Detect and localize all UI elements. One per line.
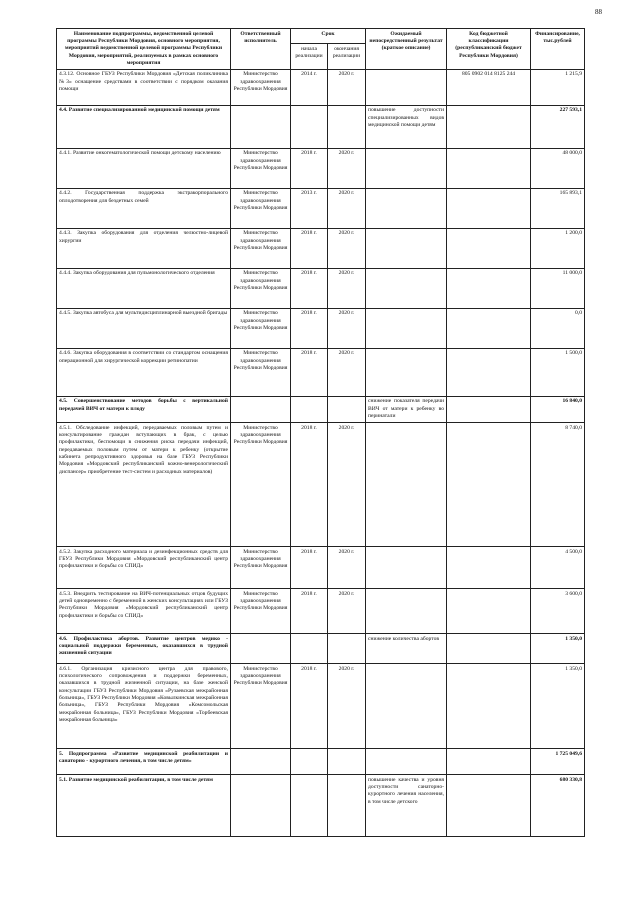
row-end-cell: 2020 г.: [328, 664, 366, 749]
row-executor-cell: Министерство здравоохранения Республики Мордовия: [231, 148, 291, 188]
table-row: [57, 105, 585, 148]
row-executor-cell: Министерство здравоохранения Республики Мордовия: [231, 308, 291, 348]
header-name: Наименование подпрограммы, ведомственной целевой программы Республики Мордовия, основного мероприятия, мероприятий ведомственной целевой программы Республики Мордовия, мероприятий, реализуемых в рамках основного мероприятия: [57, 29, 231, 70]
row-budget-code-cell: [447, 634, 531, 664]
row-name-cell: 5.1. Развитие медицинской реабилитации, в том числе детям: [57, 775, 231, 837]
row-start-cell: 2018 г.: [291, 664, 328, 749]
header-budget-code: Код бюджетной классификации (республиканский бюджет Республики Мордовия): [447, 29, 531, 70]
row-executor-cell: [231, 396, 291, 422]
row-name-cell: 4.5.3. Внедрить тестирование на ВИЧ-потенциальных отцов будущих детей одновременно с беременной в женских консультациях или ГБУЗ Республики Мордовия «Мордовский республиканский центр профилактики и борьбы со СПИД»: [57, 589, 231, 634]
row-budget-code-cell: 805 0902 014 8125 244: [447, 69, 531, 105]
row-finance-cell: 165 893,1: [531, 188, 585, 228]
row-budget-code-cell: [447, 589, 531, 634]
row-end-cell: [328, 396, 366, 422]
row-start-cell: [291, 775, 328, 837]
row-budget-code-cell: [447, 188, 531, 228]
row-end-cell: 2020 г.: [328, 69, 366, 105]
table-row: [57, 589, 585, 634]
row-name-cell: 4.4.6. Закупка оборудования в соответствии со стандартом оснащения операционной для хирургической коррекции ретинопатии: [57, 348, 231, 396]
row-result-cell: [366, 308, 447, 348]
table-row: [57, 148, 585, 188]
row-finance-cell: 4 500,0: [531, 547, 585, 589]
row-result-cell: [366, 69, 447, 105]
program-table: [56, 28, 585, 837]
row-finance-cell: 680 330,8: [531, 775, 585, 837]
row-end-cell: [328, 775, 366, 837]
row-budget-code-cell: [447, 423, 531, 547]
row-budget-code-cell: [447, 348, 531, 396]
row-budget-code-cell: [447, 664, 531, 749]
row-start-cell: 2018 г.: [291, 348, 328, 396]
row-name-cell: 4.4.5. Закупка автобуса для мультидисциплинарной выездной бригады: [57, 308, 231, 348]
table-row: [57, 775, 585, 837]
row-budget-code-cell: [447, 308, 531, 348]
row-start-cell: 2018 г.: [291, 148, 328, 188]
row-finance-cell: 8 740,0: [531, 423, 585, 547]
table-row: [57, 423, 585, 547]
row-end-cell: 2020 г.: [328, 188, 366, 228]
row-finance-cell: 1 500,0: [531, 348, 585, 396]
row-start-cell: 2018 г.: [291, 308, 328, 348]
row-budget-code-cell: [447, 268, 531, 308]
row-name-cell: 4.3.12. Основное ГБУЗ Республики Мордовия «Детская поликлиника №3» оснащение средствами в соответствии с порядком оказания помощи: [57, 69, 231, 105]
row-budget-code-cell: [447, 148, 531, 188]
row-executor-cell: [231, 749, 291, 775]
table-row: [57, 188, 585, 228]
row-executor-cell: [231, 634, 291, 664]
row-start-cell: 2018 г.: [291, 268, 328, 308]
row-executor-cell: Министерство здравоохранения Республики Мордовия: [231, 664, 291, 749]
row-budget-code-cell: [447, 105, 531, 148]
row-executor-cell: Министерство здравоохранения Республики Мордовия: [231, 268, 291, 308]
row-end-cell: 2020 г.: [328, 348, 366, 396]
row-name-cell: 4.4. Развитие специализированной медицинской помощи детям: [57, 105, 231, 148]
row-name-cell: 4.4.1. Развитие онкогематологической помощи детскому населению: [57, 148, 231, 188]
row-budget-code-cell: [447, 749, 531, 775]
row-budget-code-cell: [447, 775, 531, 837]
row-finance-cell: 3 600,0: [531, 589, 585, 634]
table-row: [57, 634, 585, 664]
table-row: [57, 69, 585, 105]
row-finance-cell: 48 000,0: [531, 148, 585, 188]
table-row: [57, 228, 585, 268]
row-end-cell: 2020 г.: [328, 268, 366, 308]
row-finance-cell: 227 593,1: [531, 105, 585, 148]
row-start-cell: 2018 г.: [291, 589, 328, 634]
row-start-cell: [291, 105, 328, 148]
row-budget-code-cell: [447, 396, 531, 422]
row-result-cell: [366, 268, 447, 308]
row-executor-cell: Министерство здравоохранения Республики Мордовия: [231, 69, 291, 105]
row-result-cell: [366, 664, 447, 749]
row-result-cell: [366, 547, 447, 589]
row-result-cell: [366, 188, 447, 228]
row-finance-cell: 1 725 049,6: [531, 749, 585, 775]
header-term-start: начала реализации: [291, 44, 328, 69]
row-end-cell: [328, 105, 366, 148]
row-finance-cell: 1 215,9: [531, 69, 585, 105]
row-start-cell: [291, 396, 328, 422]
row-end-cell: 2020 г.: [328, 148, 366, 188]
row-name-cell: 4.5.2. Закупка расходного материала и дезинфекционных средств для ГБУЗ Республики Мордовия «Мордовский республиканский центр профилактики и борьбы со СПИД»: [57, 547, 231, 589]
row-result-cell: [366, 423, 447, 547]
row-result-cell: снижение показателя передачи ВИЧ от матери к ребенку во перинатали: [366, 396, 447, 422]
row-start-cell: [291, 634, 328, 664]
row-finance-cell: 1 200,0: [531, 228, 585, 268]
row-budget-code-cell: [447, 547, 531, 589]
row-executor-cell: Министерство здравоохранения Республики Мордовия: [231, 547, 291, 589]
row-result-cell: повышение качества и уровня доступности санаторно-курортного лечения населения, в том числе детского: [366, 775, 447, 837]
row-executor-cell: Министерство здравоохранения Республики Мордовия: [231, 188, 291, 228]
table-header: [57, 29, 585, 70]
row-budget-code-cell: [447, 228, 531, 268]
table-row: [57, 268, 585, 308]
row-name-cell: 4.6.1. Организация кризисного центра для правового, психологического сопровождения и поддержки беременных, оказавшихся в трудной жизненной ситуации, на базе женской консультации ГБУЗ Республики Мордовия «Рузаевская межрайонная больница», ГБУЗ Республики Мордовия «Ковылкинская межрайонная больница», ГБУЗ Республики Мордовия «Комсомольская межрайонная больница», ГБУЗ Республики Мордовия «Торбеевская межрайонная больница»: [57, 664, 231, 749]
row-finance-cell: 16 840,0: [531, 396, 585, 422]
header-term: Срок: [291, 29, 366, 44]
row-end-cell: 2020 г.: [328, 589, 366, 634]
table-row: [57, 348, 585, 396]
table-row: [57, 749, 585, 775]
row-start-cell: 2018 г.: [291, 423, 328, 547]
row-executor-cell: Министерство здравоохранения Республики Мордовия: [231, 348, 291, 396]
row-executor-cell: [231, 105, 291, 148]
header-term-end: окончания реализации: [328, 44, 366, 69]
table-body: [57, 69, 585, 836]
row-end-cell: 2020 г.: [328, 228, 366, 268]
table-row: [57, 664, 585, 749]
row-result-cell: [366, 589, 447, 634]
row-result-cell: снижение количества абортов: [366, 634, 447, 664]
row-executor-cell: [231, 775, 291, 837]
row-end-cell: 2020 г.: [328, 547, 366, 589]
row-start-cell: 2014 г.: [291, 69, 328, 105]
row-name-cell: 4.4.4. Закупка оборудования для пульмонологического отделения: [57, 268, 231, 308]
row-finance-cell: 0,0: [531, 308, 585, 348]
row-finance-cell: 11 000,0: [531, 268, 585, 308]
row-end-cell: [328, 634, 366, 664]
row-executor-cell: Министерство здравоохранения Республики Мордовия: [231, 228, 291, 268]
row-result-cell: [366, 348, 447, 396]
row-start-cell: 2018 г.: [291, 547, 328, 589]
row-name-cell: 5. Подпрограмма «Развитие медицинской реабилитации и санаторно - курортного лечения, в том числе детям»: [57, 749, 231, 775]
row-result-cell: повышение доступности специализированных видов медицинской помощи детям: [366, 105, 447, 148]
row-result-cell: [366, 148, 447, 188]
row-start-cell: 2013 г.: [291, 188, 328, 228]
table-row: [57, 308, 585, 348]
page-number: 88: [595, 8, 602, 16]
row-name-cell: 4.5. Совершенствование методов борьбы с вертикальной передачей ВИЧ от матери к плоду: [57, 396, 231, 422]
row-name-cell: 4.4.2. Государственная поддержка экстракорпорального оплодотворения для бездетных семей: [57, 188, 231, 228]
row-result-cell: [366, 228, 447, 268]
row-name-cell: 4.5.1. Обследование инфекций, передаваемых половым путем и консультирование граждан вступающих в брак, с целью профилактики, беспомощи в снижения риска передачи инфекций, передаваемых половым путем от матери к ребенку (открытие кабинета репродуктивного здоровья на базе ГБУЗ Республики Мордовия «Мордовский республиканский кожно-венерологический диспансер» приобретение тест-систем и расходных материалов): [57, 423, 231, 547]
row-finance-cell: 1 350,0: [531, 664, 585, 749]
header-executor: Ответственный исполнитель: [231, 29, 291, 70]
header-finance: Финансирование, тыс.рублей: [531, 29, 585, 70]
row-end-cell: 2020 г.: [328, 423, 366, 547]
row-result-cell: [366, 749, 447, 775]
row-start-cell: 2018 г.: [291, 228, 328, 268]
row-executor-cell: Министерство здравоохранения Республики Мордовия: [231, 423, 291, 547]
row-end-cell: 2020 г.: [328, 308, 366, 348]
row-finance-cell: 1 350,0: [531, 634, 585, 664]
header-result: Ожидаемый непосредственный результат (краткое описание): [366, 29, 447, 70]
row-name-cell: 4.6. Профилактика абортов. Развитие центров медико - социальной поддержки беременных, оказавшихся в трудной жизненной ситуации: [57, 634, 231, 664]
row-start-cell: [291, 749, 328, 775]
table-row: [57, 396, 585, 422]
row-name-cell: 4.4.3. Закупка оборудования для отделения челюстно-лицевой хирургии: [57, 228, 231, 268]
table-row: [57, 547, 585, 589]
row-end-cell: [328, 749, 366, 775]
row-executor-cell: Министерство здравоохранения Республики Мордовия: [231, 589, 291, 634]
